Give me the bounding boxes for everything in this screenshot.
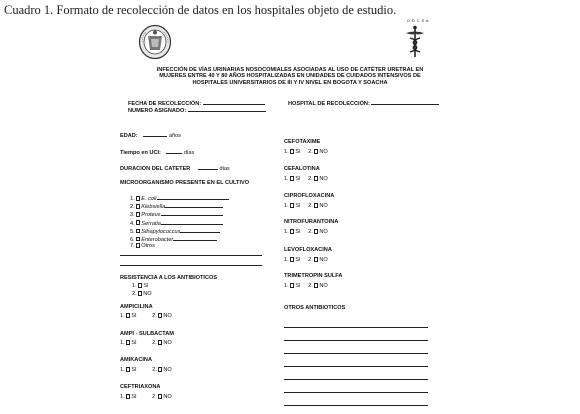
edad-unit: años: [168, 133, 181, 139]
antibiotic-label: CIPROFLOXACINA: [284, 193, 335, 199]
organism-blank[interactable]: [161, 219, 223, 225]
otros-antibioticos-line-5[interactable]: [284, 379, 428, 380]
hospital-field[interactable]: [288, 99, 439, 108]
option-label: NO: [319, 176, 328, 183]
checkbox[interactable]: [136, 243, 141, 248]
option-label: SI: [295, 283, 301, 290]
option-num: 2.: [152, 367, 157, 374]
option-label: NO: [163, 394, 172, 401]
option-num: 1.: [120, 340, 125, 347]
option-num: 2.: [308, 257, 313, 264]
option-label: SI: [131, 340, 137, 347]
antibiotic-label: CEFALOTINA: [284, 166, 320, 172]
numero-blank[interactable]: [188, 106, 266, 112]
option-label: NO: [163, 340, 172, 347]
organism-name: Otros: [141, 243, 155, 250]
antibiotic-options[interactable]: [120, 313, 172, 319]
antibiotic-options[interactable]: [284, 203, 328, 209]
option-label: SI: [131, 313, 137, 320]
caduceus-logo: [398, 19, 432, 60]
resistencia-no-option[interactable]: [132, 291, 152, 297]
otros-antibioticos-line-2[interactable]: [284, 340, 428, 341]
checkbox[interactable]: [126, 340, 131, 345]
checkbox[interactable]: [290, 257, 295, 262]
checkbox[interactable]: [314, 257, 319, 262]
table-caption: Cuadro 1. Formato de recolección de datos en los hospitales objeto de estudio.: [4, 3, 397, 17]
option-label: SI: [295, 229, 301, 236]
checkbox[interactable]: [136, 220, 141, 225]
otros-antibioticos-line-6[interactable]: [284, 392, 428, 393]
list-item[interactable]: [130, 202, 229, 210]
option-label: NO: [319, 203, 328, 210]
option-label: NO: [319, 149, 328, 156]
organism-name: Serratia: [141, 220, 161, 227]
logo-lettering: O D C S A: [407, 19, 429, 23]
cateter-field[interactable]: [120, 164, 230, 173]
otros-organism-line-1[interactable]: [120, 255, 262, 256]
antibiotic-label: CEFOTAXIME: [284, 139, 321, 145]
checkbox[interactable]: [138, 291, 143, 296]
option-num: 2.: [308, 176, 313, 183]
micro-label: MICROORGANISMO PRESENTE EN EL CULTIVO: [120, 180, 250, 186]
otros-antibioticos-line-7[interactable]: [284, 405, 428, 406]
edad-field[interactable]: [120, 131, 181, 140]
uci-unit: dias: [184, 150, 195, 156]
option-num: 2.: [152, 340, 157, 347]
list-item[interactable]: [130, 235, 229, 243]
organism-num: 2.: [130, 204, 135, 211]
option-num: 1.: [132, 283, 137, 290]
checkbox[interactable]: [314, 229, 319, 234]
checkbox[interactable]: [290, 203, 295, 208]
checkbox[interactable]: [290, 229, 295, 234]
otros-antibioticos-line-3[interactable]: [284, 353, 428, 354]
organism-blank[interactable]: [165, 202, 223, 208]
checkbox[interactable]: [136, 212, 141, 217]
checkbox[interactable]: [314, 203, 319, 208]
organism-name: Enterobacter: [141, 236, 174, 243]
antibiotic-label: AMIKACINA: [120, 357, 153, 363]
organism-list: [130, 194, 229, 251]
option-label: NO: [163, 313, 172, 320]
otros-organism-line-2[interactable]: [120, 265, 262, 266]
antibiotic-label: TRIMETROPIN SULFA: [284, 273, 343, 279]
checkbox[interactable]: [136, 204, 141, 209]
list-item[interactable]: [130, 227, 229, 235]
option-num: 1.: [284, 203, 289, 210]
option-label: SI: [295, 149, 301, 156]
cateter-label: DURACION DEL CATETER: [120, 166, 191, 172]
option-num: 1.: [284, 229, 289, 236]
antibiotic-options[interactable]: [284, 149, 328, 155]
organism-num: 7.: [130, 243, 135, 250]
organism-name: Proteus: [141, 212, 161, 219]
otros-antibioticos-line-4[interactable]: [284, 366, 428, 367]
option-label: NO: [319, 283, 328, 290]
option-num: 2.: [308, 149, 313, 156]
organism-name: E. coli: [141, 196, 157, 202]
option-num: 2.: [308, 283, 313, 290]
option-label: NO: [319, 257, 328, 264]
list-item[interactable]: [130, 210, 229, 218]
option-num: 1.: [120, 394, 125, 401]
uci-blank[interactable]: [166, 148, 182, 154]
otros-antibioticos-label: OTROS ANTIBIOTICOS: [284, 305, 346, 311]
edad-label: EDAD:: [120, 133, 138, 139]
antibiotic-options[interactable]: [284, 257, 328, 263]
option-num: 2.: [308, 203, 313, 210]
antibiotic-options[interactable]: [120, 367, 172, 373]
option-label: NO: [163, 367, 172, 374]
option-num: 2.: [132, 291, 137, 298]
option-num: 1.: [120, 313, 125, 320]
fecha-label: FECHA DE RECOLECCIÓN:: [128, 101, 202, 107]
resistencia-label: RESISTENCIA A LOS ANTIBIOTICOS: [120, 275, 218, 281]
checkbox[interactable]: [158, 367, 163, 372]
organism-num: 4.: [130, 220, 135, 227]
checkbox[interactable]: [314, 149, 319, 154]
option-label: SI: [131, 394, 137, 401]
organism-blank[interactable]: [180, 227, 220, 233]
checkbox[interactable]: [314, 283, 319, 288]
option-label: NO: [143, 291, 152, 298]
otros-antibioticos-line-1[interactable]: [284, 327, 428, 328]
checkbox[interactable]: [126, 394, 131, 399]
uci-field[interactable]: [120, 148, 194, 157]
option-num: 2.: [152, 313, 157, 320]
organism-name: Klebsiella: [141, 204, 166, 211]
form-title: [112, 67, 468, 86]
list-item[interactable]: [130, 219, 229, 227]
organism-num: 6.: [130, 236, 135, 243]
title-line-2: MUJERES ENTRE 40 Y 80 AÑOS HOSPITALIZADAS EN UNIDADES DE CUIDADOS INTENSIVOS DE: [159, 73, 421, 80]
antibiotic-options[interactable]: [120, 340, 172, 346]
checkbox[interactable]: [136, 196, 141, 201]
antibiotic-label: AMPI - SULBACTAM: [120, 331, 174, 337]
checkbox[interactable]: [138, 283, 143, 288]
organism-name: Sthapylococcus: [141, 228, 181, 235]
option-num: 1.: [284, 176, 289, 183]
checkbox[interactable]: [136, 229, 141, 234]
title-line-3: HOSPITALES UNIVERSITARIOS DE III Y IV NIVEL EN BOGOTA Y SOACHA: [192, 79, 388, 86]
organism-blank[interactable]: [157, 194, 229, 200]
hospital-label: HOSPITAL DE RECOLECCIÓN:: [288, 101, 370, 107]
checkbox[interactable]: [136, 237, 141, 242]
antibiotic-label: CEFTRIAXONA: [120, 384, 161, 390]
university-seal-logo: [138, 24, 172, 60]
resistencia-si-option[interactable]: [132, 283, 149, 289]
antibiotic-label: NITROFURANTOINA: [284, 219, 339, 225]
hospital-blank[interactable]: [371, 99, 439, 105]
edad-blank[interactable]: [143, 131, 167, 137]
antibiotic-options[interactable]: [284, 229, 328, 235]
option-label: SI: [131, 367, 137, 374]
option-label: SI: [295, 176, 301, 183]
list-item[interactable]: [130, 243, 229, 251]
antibiotic-options[interactable]: [284, 176, 328, 182]
option-num: 1.: [284, 149, 289, 156]
organism-num: 1.: [130, 196, 135, 202]
title-line-1: INFECCIÓN DE VÍAS URINARIAS NOSOCOMIALES ASOCIADAS AL USO DE CATÉTER URETRAL EN: [156, 67, 424, 73]
option-label: SI: [143, 283, 149, 290]
numero-field[interactable]: [128, 106, 266, 115]
organism-blank[interactable]: [161, 210, 223, 216]
checkbox[interactable]: [126, 313, 131, 318]
cateter-blank[interactable]: [198, 164, 218, 170]
organism-num: 5.: [130, 228, 135, 235]
checkbox[interactable]: [290, 149, 295, 154]
option-num: 1.: [284, 283, 289, 290]
option-num: 1.: [284, 257, 289, 264]
option-num: 2.: [152, 394, 157, 401]
checkbox[interactable]: [158, 313, 163, 318]
antibiotic-label: AMPICILINA: [120, 304, 153, 310]
organism-blank[interactable]: [173, 235, 217, 241]
checkbox[interactable]: [126, 367, 131, 372]
antibiotic-options[interactable]: [120, 394, 172, 400]
fecha-blank[interactable]: [203, 99, 265, 105]
checkbox[interactable]: [314, 176, 319, 181]
antibiotic-options[interactable]: [284, 283, 328, 289]
checkbox[interactable]: [290, 283, 295, 288]
antibiotic-label: LEVOFLOXACINA: [284, 247, 332, 253]
checkbox[interactable]: [158, 394, 163, 399]
numero-label: NUMERO ASIGNADO:: [128, 108, 187, 114]
list-item[interactable]: [130, 194, 229, 202]
option-num: 2.: [308, 229, 313, 236]
checkbox[interactable]: [158, 340, 163, 345]
cateter-unit: dias: [219, 166, 230, 172]
option-label: SI: [295, 257, 301, 264]
organism-num: 3.: [130, 212, 135, 219]
option-num: 1.: [120, 367, 125, 374]
option-label: NO: [319, 229, 328, 236]
option-label: SI: [295, 203, 301, 210]
checkbox[interactable]: [290, 176, 295, 181]
uci-label: Tiempo en UCI:: [120, 150, 161, 156]
